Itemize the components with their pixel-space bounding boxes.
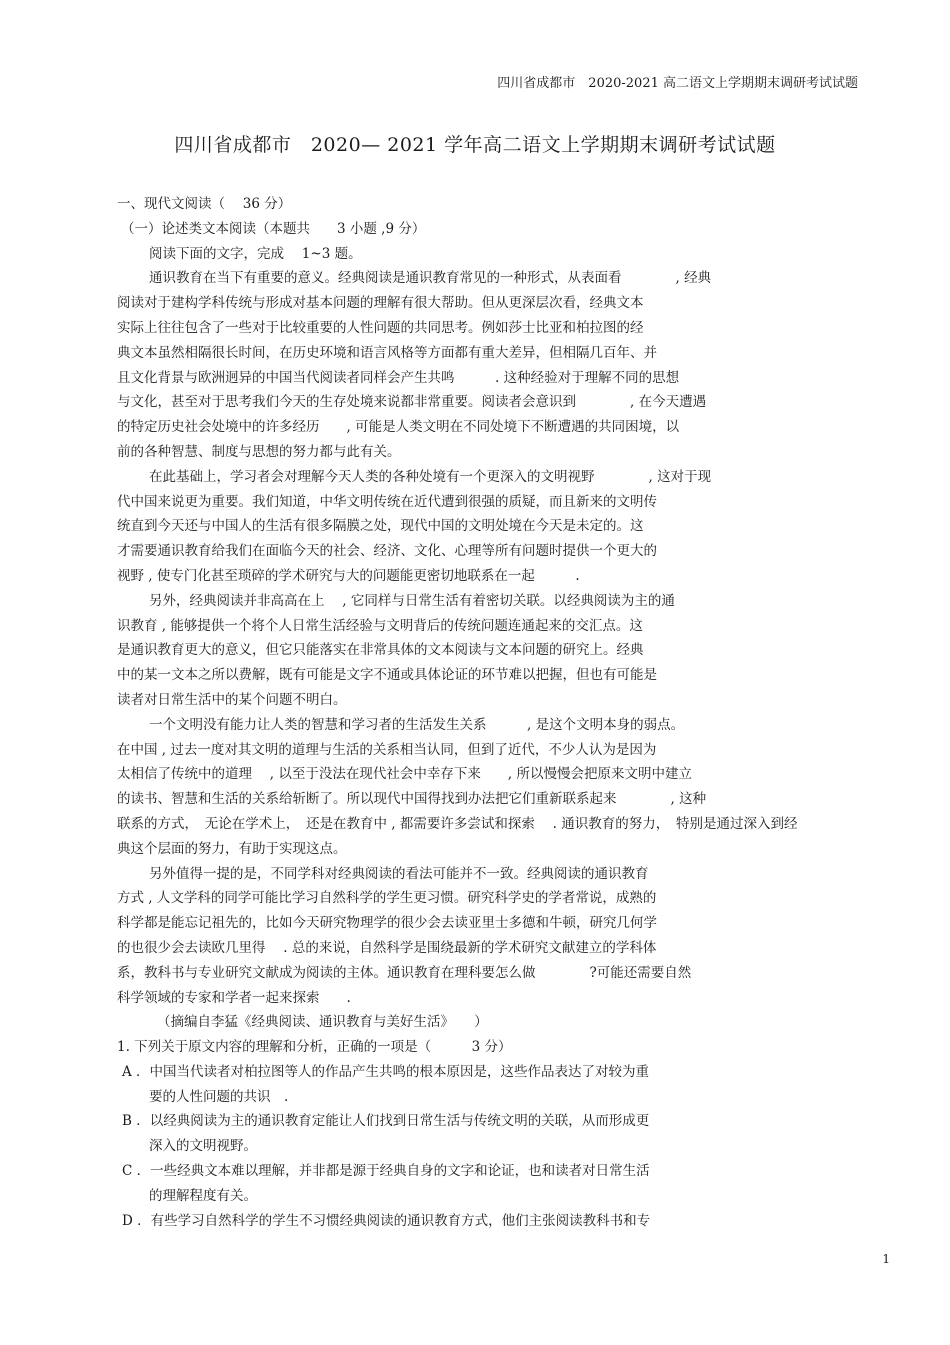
passage-line: 识教育 , 能够提供一个将个人日常生活经验与文明背后的传统问题连通起来的交汇点。这	[117, 617, 643, 634]
passage-line: 太相信了传统中的道理 , 以至于没法在现代社会中幸存下来 , 所以慢慢会把原来文明中建立	[117, 766, 692, 783]
passage-line: 一个文明没有能力让人类的智慧和学习者的生活发生关系 , 是这个文明本身的弱点。	[149, 716, 685, 733]
option-line: D ．有些学习自然科学的学生不习惯经典阅读的通识教育方式，他们主张阅读教科书和专	[122, 1212, 651, 1229]
option-line: 深入的文明视野。	[149, 1138, 257, 1155]
subsection-heading: （一）论述类文本阅读（本题共 3 小题 ,9 分）	[121, 220, 426, 237]
passage-line: 的也很少会去读欧几里得 . 总的来说，自然科学是围绕最新的学术研究文献建立的学科体	[117, 939, 657, 956]
passage-line: 读者对日常生活中的某个问题不明白。	[117, 691, 347, 708]
passage-line: 实际上往往包含了一些对于比较重要的人性问题的共同思考。例如莎士比亚和柏拉图的经	[117, 319, 644, 336]
passage-line: 科学领域的专家和学者一起来探索 .	[117, 989, 351, 1006]
option-line: 的理解程度有关。	[149, 1187, 257, 1204]
passage-line: 视野 , 使专门化甚至琐碎的学术研究与大的问题能更密切地联系在一起 .	[117, 567, 580, 584]
passage-line: 前的各种智慧、制度与思想的努力都与此有关。	[117, 443, 401, 460]
section-heading: 一、现代文阅读（ 36 分）	[117, 196, 292, 212]
option-b	[117, 1109, 885, 1159]
page-number: 1	[882, 1252, 890, 1266]
running-header: 四川省成都市 2020-2021 高二语文上学期期末调研考试试题	[497, 76, 858, 91]
passage-line: 另外，经典阅读并非高高在上 , 它同样与日常生活有着密切关联。以经典阅读为主的通	[149, 592, 675, 609]
question-stem: 1. 下列关于原文内容的理解和分析，正确的一项是（ 3 分）	[117, 1039, 512, 1056]
document-title: 四川省成都市 2020— 2021 学年高二语文上学期期末调研考试试题	[174, 134, 776, 156]
option-d	[117, 1209, 885, 1234]
passage-line: 中的某一文本之所以费解，既有可能是文字不通或具体论证的环节难以把握，但也有可能是	[117, 667, 657, 684]
passage-line: 的特定历史社会处境中的许多经历 , 可能是人类文明在不同处境下不断遭遇的共同困境，以	[117, 419, 680, 436]
passage-line: 在此基础上，学习者会对理解今天人类的各种处境有一个更深入的文明视野 , 这对于现	[149, 468, 712, 485]
passage-line: 系，教科书与专业研究文献成为阅读的主体。通识教育在理科要怎么做 ?可能还需要自然	[117, 964, 692, 981]
passage-line: 典文本虽然相隔很长时间，在历史环境和语言风格等方面都有重大差异，但相隔几百年、并	[117, 344, 657, 361]
passage-line: 联系的方式， 无论在学术上， 还是在教育中 , 都需要许多尝试和探索 . 通识教育的努力， 特别是通过深入到经	[117, 815, 798, 832]
option-a	[117, 1060, 885, 1110]
passage-line: 与文化，甚至对于思考我们今天的生存处境来说都非常重要。阅读者会意识到 , 在今天遭遇	[117, 394, 707, 411]
document-body	[117, 192, 885, 1233]
option-line: 要的人性问题的共识 .	[149, 1088, 289, 1105]
option-line: B ．以经典阅读为主的通识教育定能让人们找到日常生活与传统文明的关联，从而形成更	[122, 1113, 650, 1130]
passage-line: 在中国 , 过去一度对其文明的道理与生活的关系相当认同，但到了近代，不少人认为是因为	[117, 741, 657, 758]
passage-line: 阅读对于建构学科传统与形成对基本问题的理解有很大帮助。但从更深层次看，经典文本	[117, 295, 644, 312]
option-line: A ．中国当代读者对柏拉图等人的作品产生共鸣的根本原因是，这些作品表达了对较为重	[122, 1063, 650, 1080]
passage-line: 另外值得一提的是，不同学科对经典阅读的看法可能并不一致。经典阅读的通识教育	[149, 865, 649, 882]
passage	[117, 266, 885, 1010]
passage-line: 的读书、智慧和生活的关系给斩断了。所以现代中国得找到办法把它们重新联系起来 , 这种	[117, 791, 707, 808]
passage-line: 且文化背景与欧洲迥异的中国当代阅读者同样会产生共鸣 . 这种经验对于理解不同的思想	[117, 369, 680, 386]
passage-line: 才需要通识教育给我们在面临今天的社会、经济、文化、心理等所有问题时提供一个更大的	[117, 543, 657, 560]
passage-line: 代中国来说更为重要。我们知道，中华文明传统在近代遭到很强的质疑，而且新来的文明传	[117, 493, 657, 510]
passage-line: 方式 , 人文学科的同学可能比学习自然科学的学生更习惯。研究科学史的学者常说，成熟的	[117, 890, 657, 907]
option-c	[117, 1159, 885, 1209]
option-line: C ．一些经典文本难以理解，并非都是源于经典自身的文字和论证，也和读者对日常生活	[122, 1163, 650, 1180]
reading-instruction: 阅读下面的文字，完成 1~3 题。	[149, 245, 362, 262]
passage-line: 通识教育在当下有重要的意义。经典阅读是通识教育常见的一种形式，从表面看 , 经典	[149, 270, 712, 287]
passage-line: 典这个层面的努力，有助于实现这点。	[117, 840, 347, 857]
passage-line: 科学都是能忘记祖先的，比如今天研究物理学的很少会去读亚里士多德和牛顿，研究几何学	[117, 915, 657, 932]
passage-line: 是通识教育更大的意义，但它只能落实在非常具体的文本阅读与文本问题的研究上。经典	[117, 642, 644, 659]
passage-line: 统直到今天还与中国人的生活有很多隔膜之处，现代中国的文明处境在今天是未定的。这	[117, 518, 644, 535]
passage-source: （摘编自李猛《经典阅读、通识教育与美好生活》 ）	[157, 1014, 488, 1031]
